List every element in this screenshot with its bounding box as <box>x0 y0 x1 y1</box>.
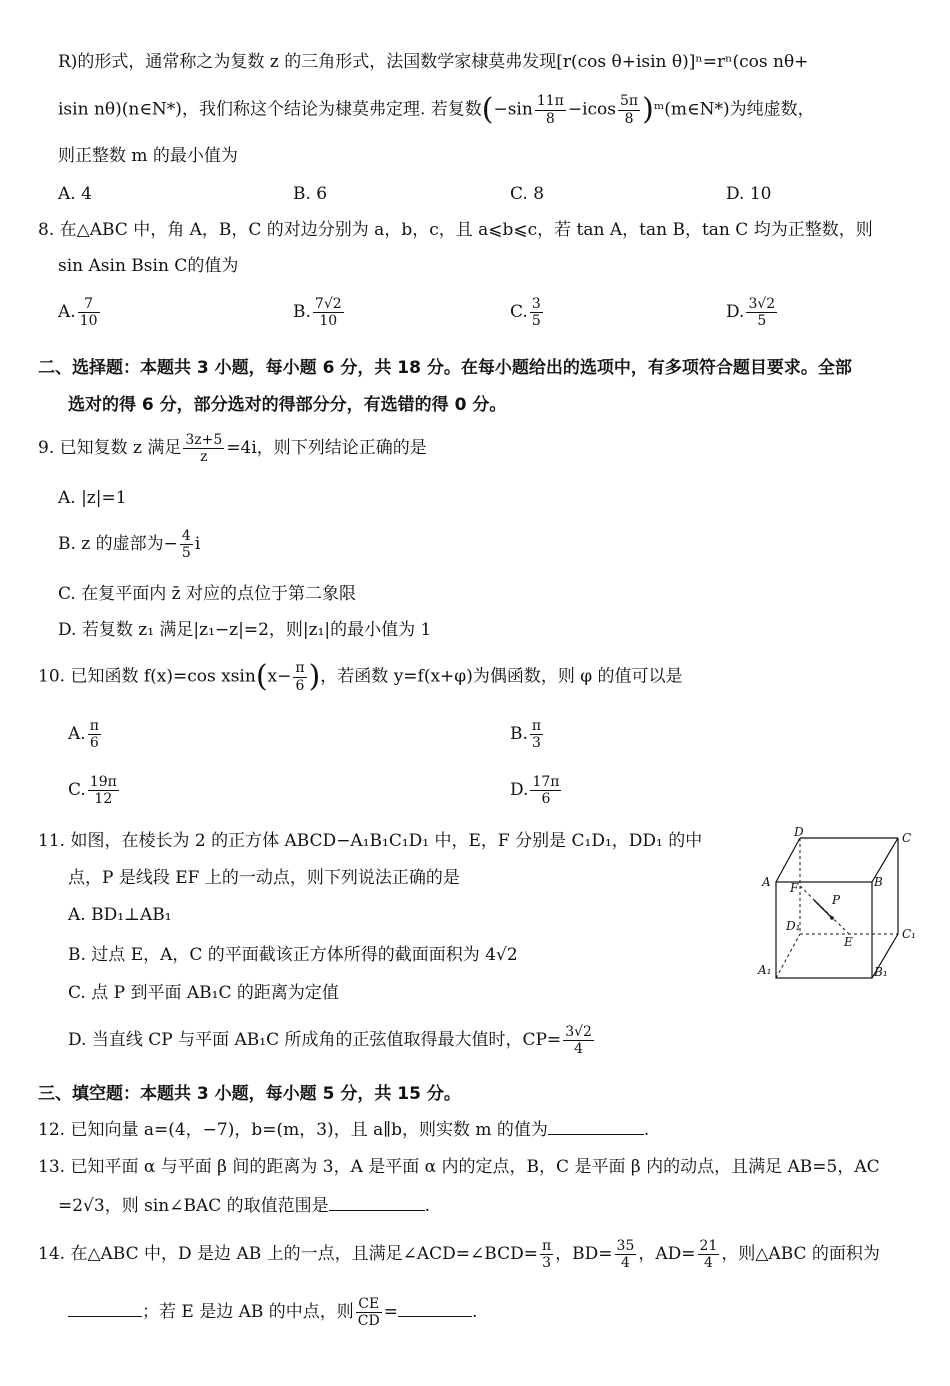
q7-option-c: C. 8 <box>510 184 545 204</box>
q11-option-c: C. 点 P 到平面 AB₁C 的距离为定值 <box>68 983 339 1003</box>
q8-option-b: B. $\frac{7√2}{10}$ <box>293 296 342 330</box>
section-2-heading-line-2: 选对的得 6 分，部分选对的得部分分，有选错的得 0 分。 <box>68 395 507 415</box>
q11-option-d: D. 当直线 CP 与平面 AB₁C 所成角的正弦值取得最大值时，CP= $\frac{3√2}{4}$ <box>68 1024 592 1058</box>
q10-option-b: B. $\frac{\pi}{3}$ <box>510 718 542 752</box>
q8-option-a: A. $\frac{7}{10}$ <box>58 296 98 330</box>
q8-option-d: D. $\frac{3√2}{5}$ <box>726 296 776 330</box>
q7-fraction-1: $\frac{11\pi}{8}$ <box>536 93 564 127</box>
label-a: A <box>762 875 771 889</box>
q9-option-c: C. 在复平面内 z̄ 对应的点位于第二象限 <box>58 584 356 604</box>
q7-option-a: A. 4 <box>58 184 92 204</box>
q7-option-d: D. 10 <box>726 184 772 204</box>
q12-stem: 12. 已知向量 a=(4，−7)，b=(m，3)，且 a∥b，则实数 m 的值为 . <box>38 1120 650 1140</box>
q9-fraction: $\frac{3z+5}{z}$ <box>185 432 223 466</box>
q13-line-2: =2√3，则 sin∠BAC 的取值范围是 . <box>58 1196 431 1216</box>
q10-option-a: A. $\frac{\pi}{6}$ <box>68 718 99 752</box>
q9-option-d: D. 若复数 z₁ 满足|z₁−z|=2，则|z₁|的最小值为 1 <box>58 620 432 640</box>
q11-option-b: B. 过点 E，A，C 的平面截该正方体所得的截面面积为 4√2 <box>68 945 518 965</box>
label-c: C <box>902 831 912 845</box>
label-f: F <box>790 881 799 895</box>
section-2-heading-line-1: 二、选择题：本题共 3 小题，每小题 6 分，共 18 分。在每小题给出的选项中，有多项符合题目要求。全部 <box>38 358 852 378</box>
label-p: P <box>832 893 841 907</box>
q8-option-c: C. $\frac{3}{5}$ <box>510 296 541 330</box>
q7-line-1: R)的形式，通常称之为复数 z 的三角形式，法国数学家棣莫弗发现[r(cos θ+isin θ)]ⁿ=rⁿ(cos nθ+ <box>58 52 809 72</box>
q9-stem: 9. 已知复数 z 满足 $\frac{3z+5}{z}$ =4i，则下列结论正确的是 <box>38 432 427 466</box>
label-b: B <box>874 875 883 889</box>
q9-option-a: A. |z|=1 <box>58 488 127 508</box>
label-d: D <box>794 826 804 839</box>
q7-line-3: 则正整数 m 的最小值为 <box>58 146 238 166</box>
q8-line-2: sin Asin Bsin C的值为 <box>58 256 239 276</box>
q13-answer-blank <box>329 1209 425 1211</box>
q14-area-blank <box>68 1315 142 1317</box>
label-a1: A₁ <box>758 963 772 977</box>
q9-option-b: B. z 的虚部为− $\frac{4}{5}$ i <box>58 528 201 562</box>
label-e: E <box>844 935 853 949</box>
q10-stem: 10. 已知函数 f(x)=cos xsin(x− $\frac{\pi}{6}$ )，若函数 y=f(x+φ)为偶函数，则 φ 的值可以是 <box>38 659 683 694</box>
q7-option-b: B. 6 <box>293 184 328 204</box>
label-c1: C₁ <box>902 927 916 941</box>
label-b1: B₁ <box>874 965 888 979</box>
q14-ratio-blank <box>398 1315 472 1317</box>
label-d1: D₁ <box>786 919 801 933</box>
q7-fraction-2: $\frac{5\pi}{8}$ <box>620 93 639 127</box>
q14-line-1: 14. 在△ABC 中，D 是边 AB 上的一点，且满足∠ACD=∠BCD= $\frac{\pi}{3}$ ，BD= $\frac{35}{4}$ ，AD= $\frac{21}{4}$ ，则△ABC 的面积为 <box>38 1238 880 1272</box>
q10-option-d: D. $\frac{17\pi}{6}$ <box>510 774 560 808</box>
q8-line-1: 8. 在△ABC 中，角 A，B，C 的对边分别为 a，b，c，且 a⩽b⩽c，若 tan A，tan B，tan C 均为正整数，则 <box>38 220 873 240</box>
q11-line-1: 11. 如图，在棱长为 2 的正方体 ABCD−A₁B₁C₁D₁ 中，E，F 分别是 C₁D₁，DD₁ 的中 <box>38 831 703 851</box>
q7-line-2: isin nθ)(n∈N*)，我们称这个结论为棣莫弗定理. 若复数(−sin $\frac{11\pi}{8}$ −icos $\frac{5\pi}{8}$ )ᵐ(m∈N*)为纯虚数， <box>58 92 815 127</box>
point-p <box>830 916 834 920</box>
q11-option-a: A. BD₁⊥AB₁ <box>68 905 172 925</box>
section-3-heading: 三、填空题：本题共 3 小题，每小题 5 分，共 15 分。 <box>38 1084 461 1104</box>
cube-figure <box>752 826 922 982</box>
edge-ad <box>776 838 800 882</box>
q10-option-c: C. $\frac{19\pi}{12}$ <box>68 774 117 808</box>
edge-a1d1 <box>776 934 800 978</box>
q12-answer-blank <box>548 1133 644 1135</box>
segment-fp <box>814 900 832 918</box>
q11-line-2: 点，P 是线段 EF 上的一动点，则下列说法正确的是 <box>68 868 460 888</box>
q14-line-2: ；若 E 是边 AB 的中点，则 $\frac{CE}{CD}$ = . <box>68 1296 477 1329</box>
q13-line-1: 13. 已知平面 α 与平面 β 间的距离为 3，A 是平面 α 内的定点，B，C 是平面 β 内的动点，且满足 AB=5，AC <box>38 1157 880 1177</box>
